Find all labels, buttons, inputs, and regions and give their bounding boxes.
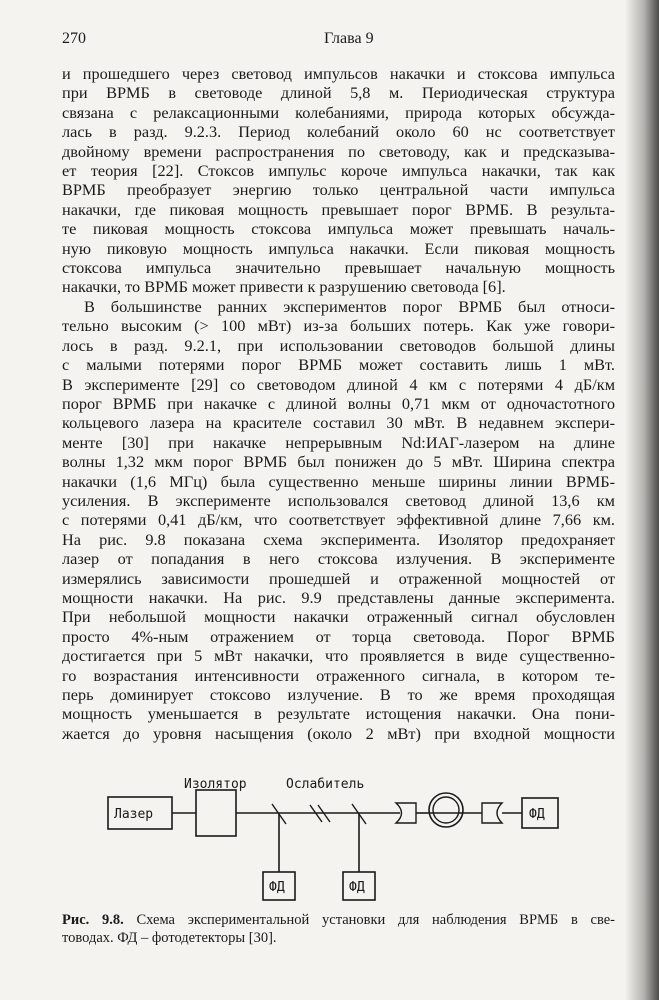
fiber-coil-outer	[429, 793, 463, 827]
caption-label: Рис. 9.8.	[62, 912, 124, 928]
text-line: лазер от попадания в него стоксова излучения. В эксперименте	[62, 549, 615, 569]
text-line: усиления. В эксперименте использовался световод длиной 13,6 км	[62, 490, 615, 510]
text-line: двойному времени распространения по световоду, как и предсказыва-	[62, 141, 615, 161]
text-line: го возрастания интенсивности отраженного сигнала, в котором те-	[62, 665, 615, 685]
figure-9-8	[100, 770, 570, 900]
detector-label-right: ФД	[529, 807, 545, 822]
paragraph-1	[62, 64, 615, 297]
text-line: ВРМБ преобразует энергию только центральной части импульса	[62, 180, 615, 200]
text-line: при ВРМБ в световоде длиной 5,8 м. Периодическая структура	[62, 83, 615, 103]
body-text	[62, 64, 615, 743]
page-number: 270	[62, 30, 86, 47]
running-head	[62, 30, 614, 52]
chapter-title: Глава 9	[324, 30, 374, 47]
text-line: волны 1,32 мкм порог ВРМБ был понижен до 5 мВт. Ширина спектра	[62, 452, 615, 472]
text-line: менте [30] при накачке непрерывным Nd:ИАГ-лазером на длине	[62, 432, 615, 452]
isolator-box	[196, 790, 236, 836]
text-line: В эксперименте [29] со световодом длиной 4 км с потерями 4 дБ/км	[62, 374, 615, 394]
text-line: лось в разд. 9.2.1, при использовании световодов большой длины	[62, 335, 615, 355]
text-line: ет теория [22]. Стоксов импульс короче импульса накачки, так как	[62, 161, 615, 181]
text-line: мощности накачки. На рис. 9.9 представлены данные эксперимента.	[62, 587, 615, 607]
text-line: измерялись зависимости прошедшей и отраженной мощностей от	[62, 568, 615, 588]
text-line: с малыми потерями порог ВРМБ может составить лишь 1 мВт.	[62, 355, 615, 375]
text-line: накачки, то ВРМБ может привести к разрушению световода [6].	[62, 277, 506, 297]
caption-line-2: товодах. ФД – фотодетекторы [30].	[62, 929, 277, 946]
text-line: ную пиковую мощность импульса накачки. Если пиковая мощность	[62, 238, 615, 258]
text-line: В большинстве ранних экспериментов порог ВРМБ был относи-	[84, 296, 615, 316]
text-line: стоксова импульса значительно превышает начальную мощность	[62, 258, 615, 278]
output-lens	[482, 803, 502, 823]
text-line: мощность уменьшается в результате истощения накачки. Она пони-	[62, 704, 615, 724]
text-line: достигается при 5 мВт накачки, что проявляется в виде существенно-	[62, 646, 615, 666]
text-line: накачки, где пиковая мощность превышает порог ВРМБ. В результа-	[62, 199, 615, 219]
detector-label-left: ФД	[269, 880, 285, 895]
text-line: На рис. 9.8 показана схема эксперимента. Изолятор предохраняет	[62, 529, 615, 549]
text-line: те пиковая мощность стоксова импульса может превышать началь-	[62, 219, 615, 239]
laser-label: Лазер	[114, 807, 154, 822]
text-line: жается до уровня насыщения (около 2 мВт) при входной мощности	[62, 723, 615, 743]
text-line: накачки (1,6 МГц) была существенно меньше ширины линии ВРМБ-	[62, 471, 615, 491]
figure-caption	[62, 912, 615, 947]
text-line: тельно высоким (> 100 мВт) из-за больших потерь. Как уже говори-	[62, 316, 615, 336]
text-line: порог ВРМБ при накачке с длиной волны 0,71 мкм от одночастотного	[62, 393, 615, 413]
text-line: При небольшой мощности накачки отраженный сигнал обусловлен	[62, 607, 615, 627]
text-line: связана с релаксационными колебаниями, природа которых обсужда-	[62, 102, 615, 122]
experiment-diagram	[100, 770, 570, 900]
caption-line-1	[62, 912, 615, 930]
paragraph-2	[62, 297, 615, 743]
isolator-label: Изолятор	[184, 777, 247, 792]
page-edge-shadow	[625, 0, 659, 1000]
text-line: с потерями 0,41 дБ/км, что соответствует эффективной длине 7,66 км.	[62, 510, 615, 530]
text-line: лась в разд. 9.2.3. Период колебаний около 60 нс соответствует	[62, 122, 615, 142]
text-line: перь доминирует стоксово излучение. В то же время проходящая	[62, 685, 615, 704]
text-line: просто 4%-ным отражением от торца световода. Порог ВРМБ	[62, 626, 615, 646]
fiber-coil-inner	[433, 797, 459, 823]
detector-label-middle: ФД	[349, 880, 365, 895]
text-line: и прошедшего через световод импульсов накачки и стоксова импульса	[62, 64, 615, 83]
attenuator-label: Ослабитель	[286, 777, 365, 792]
text-line: кольцевого лазера на красителе составил 30 мВт. В недавнем экспери-	[62, 413, 615, 433]
caption-text-1: Схема экспериментальной установки для наблюдения ВРМБ в све-	[136, 912, 615, 928]
